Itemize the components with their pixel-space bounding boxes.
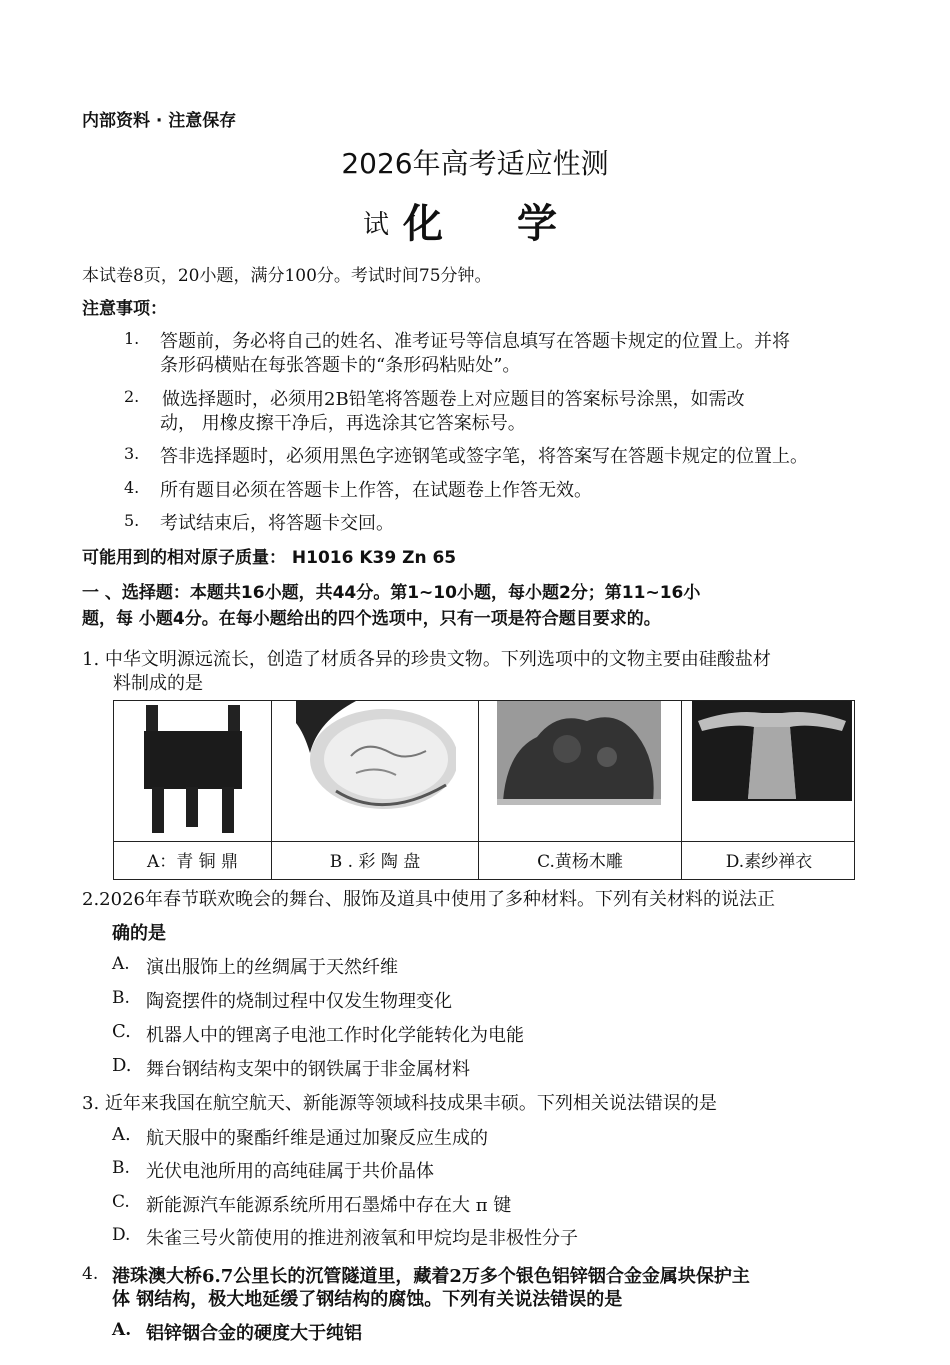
option-label: D.	[112, 1055, 132, 1076]
subject-title	[0, 192, 950, 249]
note-number: 4.	[124, 478, 140, 497]
note-text: 答非选择题时，必须用黑色字迹钢笔或签字笔，将答案写在答题卡规定的位置上。	[160, 446, 808, 467]
option-cell-a	[114, 701, 272, 879]
option-caption-d: D.素纱禅衣	[725, 852, 813, 872]
question-1-stem: 1. 中华文明源远流长，创造了材质各异的珍贵文物。下列选项中的文物主要由硅酸盐材	[82, 649, 771, 670]
option-text: 朱雀三号火箭使用的推进剂液氧和甲烷均是非极性分子	[146, 1228, 578, 1249]
option-text: 演出服饰上的丝绸属于天然纤维	[146, 957, 398, 978]
option-label: C.	[112, 1021, 131, 1042]
note-text: 答题前，务必将自己的姓名、准考证号等信息填写在答题卡规定的位置上。并将	[160, 331, 790, 352]
question-4-stem: 港珠澳大桥6.7公里长的沉管隧道里，藏着2万多个银色铝锌铟合金金属块保护主	[112, 1266, 750, 1287]
option-caption-c: C.黄杨木雕	[537, 852, 623, 872]
option-label: B.	[112, 1158, 130, 1178]
note-number: 2.	[124, 387, 140, 406]
question-3-stem: 3. 近年来我国在航空航天、新能源等领域科技成果丰硕。下列相关说法错误的是	[82, 1093, 717, 1114]
note-number: 5.	[124, 511, 140, 530]
option-text: 舞台钢结构支架中的钢铁属于非金属材料	[146, 1059, 470, 1080]
note-text: 所有题目必须在答题卡上作答，在试题卷上作答无效。	[160, 480, 592, 501]
option-text: 光伏电池所用的高纯硅属于共价晶体	[146, 1161, 434, 1182]
notes-heading: 注意事项：	[82, 299, 167, 319]
question-1-figure-table	[113, 700, 855, 880]
note-text: 考试结束后，将答题卡交回。	[160, 513, 394, 534]
subject-name: 化 学	[403, 200, 587, 247]
option-text: 机器人中的锂离子电池工作时化学能转化为电能	[146, 1025, 524, 1046]
question-4-stem-cont: 体 钢结构，极大地延缓了钢结构的腐蚀。下列有关说法错误的是	[112, 1289, 623, 1310]
title-prefix: 试	[363, 210, 390, 240]
option-caption-b: B . 彩 陶 盘	[329, 852, 421, 872]
option-label: D.	[112, 1225, 131, 1245]
option-text: 陶瓷摆件的烧制过程中仅发生物理变化	[146, 991, 452, 1012]
note-number: 1.	[124, 329, 140, 348]
atomic-masses: 可能用到的相对原子质量： H1016 K39 Zn 65	[82, 548, 457, 568]
option-text: 铝锌铟合金的硬度大于纯铝	[146, 1323, 362, 1344]
option-caption-a: A：青 铜 鼎	[146, 852, 239, 872]
note-text: 条形码横贴在每张答题卡的“条形码粘贴处”。	[160, 355, 521, 376]
confidential-note: 内部资料 · 注意保存	[82, 111, 237, 131]
section-one-line2: 题，每 小题4分。在每小题给出的四个选项中，只有一项是符合题目要求的。	[82, 609, 661, 629]
note-text: 做选择题时，必须用2B铅笔将答题卷上对应题目的答案标号涂黑，如需改	[162, 389, 745, 410]
option-text: 新能源汽车能源系统所用石墨烯中存在大 π 键	[146, 1195, 512, 1216]
note-text: 动， 用橡皮擦干净后，再选涂其它答案标号。	[160, 413, 526, 434]
boxwood-carving-image	[497, 701, 661, 805]
option-label: A.	[112, 954, 130, 974]
option-text: 航天服中的聚酯纤维是通过加聚反应生成的	[146, 1128, 488, 1149]
question-2-stem: 2.2026年春节联欢晚会的舞台、服饰及道具中使用了多种材料。下列有关材料的说法正	[82, 889, 775, 910]
section-one-line1: 一 、选择题：本题共16小题，共44分。第1~10小题，每小题2分；第11~16小	[82, 583, 701, 603]
note-number: 3.	[124, 444, 140, 463]
option-cell-d	[682, 701, 856, 879]
option-label: A.	[112, 1320, 132, 1340]
question-4-number: 4.	[82, 1264, 99, 1284]
question-2-stem-cont: 确的是	[112, 923, 166, 944]
option-label: C.	[112, 1192, 130, 1212]
bronze-ding-image	[140, 703, 246, 835]
exam-title: 2026年高考适应性测	[341, 147, 609, 180]
option-label: B.	[112, 988, 130, 1008]
option-cell-c	[479, 701, 682, 879]
painted-pottery-plate-image	[296, 701, 456, 825]
question-1-stem-cont: 料制成的是	[113, 673, 203, 694]
plain-gauze-robe-image	[692, 701, 852, 801]
option-label: A.	[112, 1124, 131, 1145]
option-cell-b	[272, 701, 479, 879]
intro-text: 本试卷8页，20小题，满分100分。考试时间75分钟。	[82, 266, 492, 286]
